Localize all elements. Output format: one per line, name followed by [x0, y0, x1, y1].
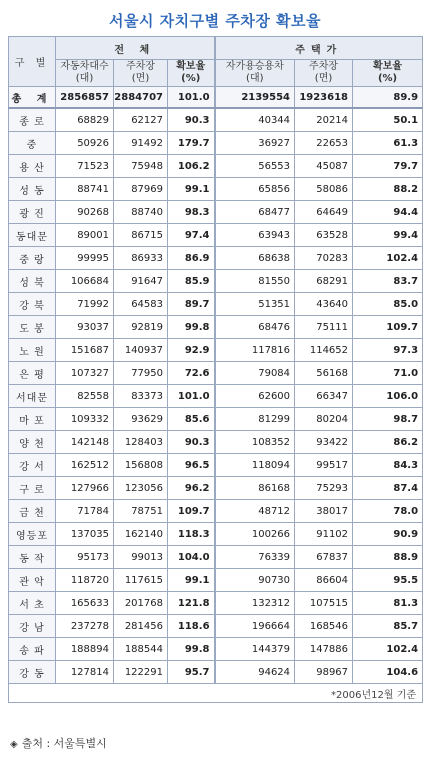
cell-res-rate: 102.4 — [353, 247, 423, 270]
source-text: 출처 : 서울특별시 — [21, 737, 107, 750]
cell-vehicles: 127966 — [56, 477, 114, 500]
cell-vehicles: 109332 — [56, 408, 114, 431]
cell-parking: 156808 — [114, 454, 168, 477]
district-name: 용 산 — [9, 155, 56, 178]
cell-parking: 188544 — [114, 638, 168, 661]
cell-res-parking: 68291 — [295, 270, 353, 293]
district-name: 노 원 — [9, 339, 56, 362]
cell-parking: 86715 — [114, 224, 168, 247]
cell-res-rate: 98.7 — [353, 408, 423, 431]
cell-rate: 99.8 — [168, 638, 215, 661]
cell-parking: 87969 — [114, 178, 168, 201]
cell-private-cars: 40344 — [215, 108, 295, 132]
cell-private-cars: 90730 — [215, 569, 295, 592]
district-name: 강 서 — [9, 454, 56, 477]
cell-res-rate: 88.2 — [353, 178, 423, 201]
district-name: 은 평 — [9, 362, 56, 385]
cell-parking: 122291 — [114, 661, 168, 684]
table-row — [9, 408, 423, 431]
total-res-rate: 89.9 — [353, 87, 423, 109]
cell-res-rate: 87.4 — [353, 477, 423, 500]
cell-rate: 109.7 — [168, 500, 215, 523]
cell-rate: 118.6 — [168, 615, 215, 638]
table-row — [9, 247, 423, 270]
cell-res-parking: 168546 — [295, 615, 353, 638]
cell-vehicles: 165633 — [56, 592, 114, 615]
cell-rate: 89.7 — [168, 293, 215, 316]
cell-vehicles: 68829 — [56, 108, 114, 132]
table-row — [9, 270, 423, 293]
cell-vehicles: 142148 — [56, 431, 114, 454]
cell-private-cars: 36927 — [215, 132, 295, 155]
cell-vehicles: 237278 — [56, 615, 114, 638]
table-row — [9, 339, 423, 362]
cell-rate: 72.6 — [168, 362, 215, 385]
district-name: 중 — [9, 132, 56, 155]
cell-private-cars: 51351 — [215, 293, 295, 316]
cell-res-rate: 88.9 — [353, 546, 423, 569]
cell-res-parking: 70283 — [295, 247, 353, 270]
page-title: 서울시 자치구별 주차장 확보율 — [108, 12, 322, 30]
cell-vehicles: 118720 — [56, 569, 114, 592]
cell-private-cars: 144379 — [215, 638, 295, 661]
table-row — [9, 523, 423, 546]
cell-res-parking: 58086 — [295, 178, 353, 201]
cell-res-rate: 106.0 — [353, 385, 423, 408]
cell-private-cars: 76339 — [215, 546, 295, 569]
district-name: 강 남 — [9, 615, 56, 638]
cell-res-parking: 66347 — [295, 385, 353, 408]
cell-parking: 64583 — [114, 293, 168, 316]
table-row — [9, 201, 423, 224]
header-col-res-rate: 확보율 (%) — [353, 60, 423, 87]
table-row — [9, 132, 423, 155]
district-name: 강 북 — [9, 293, 56, 316]
cell-rate: 121.8 — [168, 592, 215, 615]
table-row — [9, 224, 423, 247]
cell-rate: 99.1 — [168, 569, 215, 592]
header-group-residential: 주택가 — [215, 37, 423, 60]
cell-parking: 117615 — [114, 569, 168, 592]
cell-res-parking: 86604 — [295, 569, 353, 592]
cell-res-parking: 75111 — [295, 316, 353, 339]
cell-res-parking: 147886 — [295, 638, 353, 661]
cell-private-cars: 117816 — [215, 339, 295, 362]
cell-private-cars: 86168 — [215, 477, 295, 500]
cell-vehicles: 162512 — [56, 454, 114, 477]
cell-res-parking: 75293 — [295, 477, 353, 500]
cell-rate: 179.7 — [168, 132, 215, 155]
cell-rate: 104.0 — [168, 546, 215, 569]
cell-res-parking: 98967 — [295, 661, 353, 684]
cell-res-rate: 78.0 — [353, 500, 423, 523]
cell-vehicles: 99995 — [56, 247, 114, 270]
district-name: 동대문 — [9, 224, 56, 247]
district-name: 송 파 — [9, 638, 56, 661]
cell-vehicles: 90268 — [56, 201, 114, 224]
cell-res-parking: 93422 — [295, 431, 353, 454]
cell-private-cars: 48712 — [215, 500, 295, 523]
cell-res-rate: 90.9 — [353, 523, 423, 546]
cell-vehicles: 151687 — [56, 339, 114, 362]
cell-parking: 91647 — [114, 270, 168, 293]
cell-res-parking: 91102 — [295, 523, 353, 546]
cell-vehicles: 93037 — [56, 316, 114, 339]
cell-res-rate: 86.2 — [353, 431, 423, 454]
cell-res-rate: 99.4 — [353, 224, 423, 247]
cell-res-parking: 22653 — [295, 132, 353, 155]
cell-parking: 83373 — [114, 385, 168, 408]
cell-rate: 106.2 — [168, 155, 215, 178]
cell-vehicles: 89001 — [56, 224, 114, 247]
district-name: 강 동 — [9, 661, 56, 684]
cell-res-rate: 61.3 — [353, 132, 423, 155]
cell-private-cars: 196664 — [215, 615, 295, 638]
cell-private-cars: 81299 — [215, 408, 295, 431]
cell-rate: 96.5 — [168, 454, 215, 477]
district-name: 종 로 — [9, 108, 56, 132]
table-row — [9, 638, 423, 661]
table-body — [9, 87, 423, 684]
cell-rate: 99.1 — [168, 178, 215, 201]
cell-parking: 75948 — [114, 155, 168, 178]
cell-parking: 281456 — [114, 615, 168, 638]
cell-vehicles: 137035 — [56, 523, 114, 546]
total-rate: 101.0 — [168, 87, 215, 109]
cell-private-cars: 81550 — [215, 270, 295, 293]
cell-vehicles: 107327 — [56, 362, 114, 385]
cell-private-cars: 68477 — [215, 201, 295, 224]
cell-vehicles: 71784 — [56, 500, 114, 523]
cell-rate: 101.0 — [168, 385, 215, 408]
cell-rate: 90.3 — [168, 431, 215, 454]
cell-res-parking: 114652 — [295, 339, 353, 362]
cell-parking: 88740 — [114, 201, 168, 224]
cell-private-cars: 68476 — [215, 316, 295, 339]
cell-private-cars: 68638 — [215, 247, 295, 270]
header-gu: 구 별 — [9, 37, 56, 87]
cell-parking: 99013 — [114, 546, 168, 569]
cell-rate: 96.2 — [168, 477, 215, 500]
district-name: 도 봉 — [9, 316, 56, 339]
district-name: 관 악 — [9, 569, 56, 592]
table-row — [9, 454, 423, 477]
cell-rate: 85.6 — [168, 408, 215, 431]
cell-res-parking: 107515 — [295, 592, 353, 615]
cell-res-parking: 38017 — [295, 500, 353, 523]
header-col-private-cars: 자가용승용차 (대) — [215, 60, 295, 87]
cell-parking: 92819 — [114, 316, 168, 339]
cell-parking: 86933 — [114, 247, 168, 270]
cell-parking: 128403 — [114, 431, 168, 454]
cell-vehicles: 71992 — [56, 293, 114, 316]
cell-private-cars: 79084 — [215, 362, 295, 385]
total-vehicles: 2856857 — [56, 87, 114, 109]
table-row — [9, 615, 423, 638]
cell-res-parking: 63528 — [295, 224, 353, 247]
header-col-vehicles: 자동차대수 (대) — [56, 60, 114, 87]
cell-res-rate: 81.3 — [353, 592, 423, 615]
cell-res-rate: 50.1 — [353, 108, 423, 132]
cell-vehicles: 188894 — [56, 638, 114, 661]
table-row — [9, 661, 423, 684]
total-parking: 2884707 — [114, 87, 168, 109]
reference-date-note: *2006년12월 기준 — [9, 684, 423, 703]
cell-vehicles: 88741 — [56, 178, 114, 201]
cell-vehicles: 82558 — [56, 385, 114, 408]
district-name: 광 진 — [9, 201, 56, 224]
cell-res-parking: 45087 — [295, 155, 353, 178]
parking-table — [8, 36, 423, 703]
table-row — [9, 431, 423, 454]
cell-parking: 91492 — [114, 132, 168, 155]
table-row — [9, 500, 423, 523]
cell-res-rate: 79.7 — [353, 155, 423, 178]
district-name: 성 동 — [9, 178, 56, 201]
cell-rate: 92.9 — [168, 339, 215, 362]
diamond-icon: ◈ — [10, 739, 18, 750]
cell-private-cars: 132312 — [215, 592, 295, 615]
cell-parking: 78751 — [114, 500, 168, 523]
district-name: 서대문 — [9, 385, 56, 408]
table-row — [9, 385, 423, 408]
table-row — [9, 569, 423, 592]
district-name: 마 포 — [9, 408, 56, 431]
cell-private-cars: 108352 — [215, 431, 295, 454]
district-name: 중 랑 — [9, 247, 56, 270]
total-private-cars: 2139554 — [215, 87, 295, 109]
cell-res-rate: 83.7 — [353, 270, 423, 293]
district-name: 금 천 — [9, 500, 56, 523]
table-row — [9, 108, 423, 132]
table-row — [9, 546, 423, 569]
total-label: 총 계 — [9, 87, 56, 109]
cell-res-rate: 95.5 — [353, 569, 423, 592]
district-name: 영등포 — [9, 523, 56, 546]
cell-res-parking: 80204 — [295, 408, 353, 431]
cell-res-rate: 71.0 — [353, 362, 423, 385]
cell-rate: 99.8 — [168, 316, 215, 339]
cell-parking: 162140 — [114, 523, 168, 546]
cell-private-cars: 63943 — [215, 224, 295, 247]
cell-rate: 118.3 — [168, 523, 215, 546]
cell-rate: 95.7 — [168, 661, 215, 684]
table-row — [9, 293, 423, 316]
cell-parking: 123056 — [114, 477, 168, 500]
cell-private-cars: 100266 — [215, 523, 295, 546]
total-row — [9, 87, 423, 109]
table-row — [9, 155, 423, 178]
table-header — [9, 37, 423, 87]
cell-res-rate: 97.3 — [353, 339, 423, 362]
table-row — [9, 477, 423, 500]
cell-res-rate: 104.6 — [353, 661, 423, 684]
cell-res-rate: 85.0 — [353, 293, 423, 316]
table-row — [9, 362, 423, 385]
cell-parking: 77950 — [114, 362, 168, 385]
cell-res-parking: 20214 — [295, 108, 353, 132]
report-frame — [8, 6, 422, 703]
cell-res-rate: 84.3 — [353, 454, 423, 477]
cell-res-rate: 85.7 — [353, 615, 423, 638]
header-col-parking: 주차장 (면) — [114, 60, 168, 87]
header-col-res-parking: 주차장 (면) — [295, 60, 353, 87]
cell-parking: 140937 — [114, 339, 168, 362]
cell-private-cars: 62600 — [215, 385, 295, 408]
district-name: 구 로 — [9, 477, 56, 500]
cell-rate: 85.9 — [168, 270, 215, 293]
cell-vehicles: 95173 — [56, 546, 114, 569]
cell-vehicles: 50926 — [56, 132, 114, 155]
cell-res-parking: 67837 — [295, 546, 353, 569]
cell-rate: 97.4 — [168, 224, 215, 247]
cell-rate: 90.3 — [168, 108, 215, 132]
district-name: 동 작 — [9, 546, 56, 569]
total-res-parking: 1923618 — [295, 87, 353, 109]
header-group-all: 전 체 — [56, 37, 215, 60]
header-col-rate: 확보율 (%) — [168, 60, 215, 87]
cell-private-cars: 56553 — [215, 155, 295, 178]
table-row — [9, 316, 423, 339]
cell-res-rate: 94.4 — [353, 201, 423, 224]
cell-private-cars: 118094 — [215, 454, 295, 477]
source-footer — [10, 735, 107, 751]
cell-res-parking: 56168 — [295, 362, 353, 385]
district-name: 성 북 — [9, 270, 56, 293]
cell-parking: 201768 — [114, 592, 168, 615]
cell-res-rate: 102.4 — [353, 638, 423, 661]
district-name: 서 초 — [9, 592, 56, 615]
cell-res-parking: 99517 — [295, 454, 353, 477]
table-row — [9, 592, 423, 615]
cell-res-rate: 109.7 — [353, 316, 423, 339]
cell-vehicles: 127814 — [56, 661, 114, 684]
cell-vehicles: 106684 — [56, 270, 114, 293]
table-row — [9, 178, 423, 201]
cell-parking: 93629 — [114, 408, 168, 431]
cell-private-cars: 94624 — [215, 661, 295, 684]
district-name: 양 천 — [9, 431, 56, 454]
cell-rate: 86.9 — [168, 247, 215, 270]
cell-rate: 98.3 — [168, 201, 215, 224]
cell-parking: 62127 — [114, 108, 168, 132]
cell-vehicles: 71523 — [56, 155, 114, 178]
cell-private-cars: 65856 — [215, 178, 295, 201]
cell-res-parking: 64649 — [295, 201, 353, 224]
cell-res-parking: 43640 — [295, 293, 353, 316]
